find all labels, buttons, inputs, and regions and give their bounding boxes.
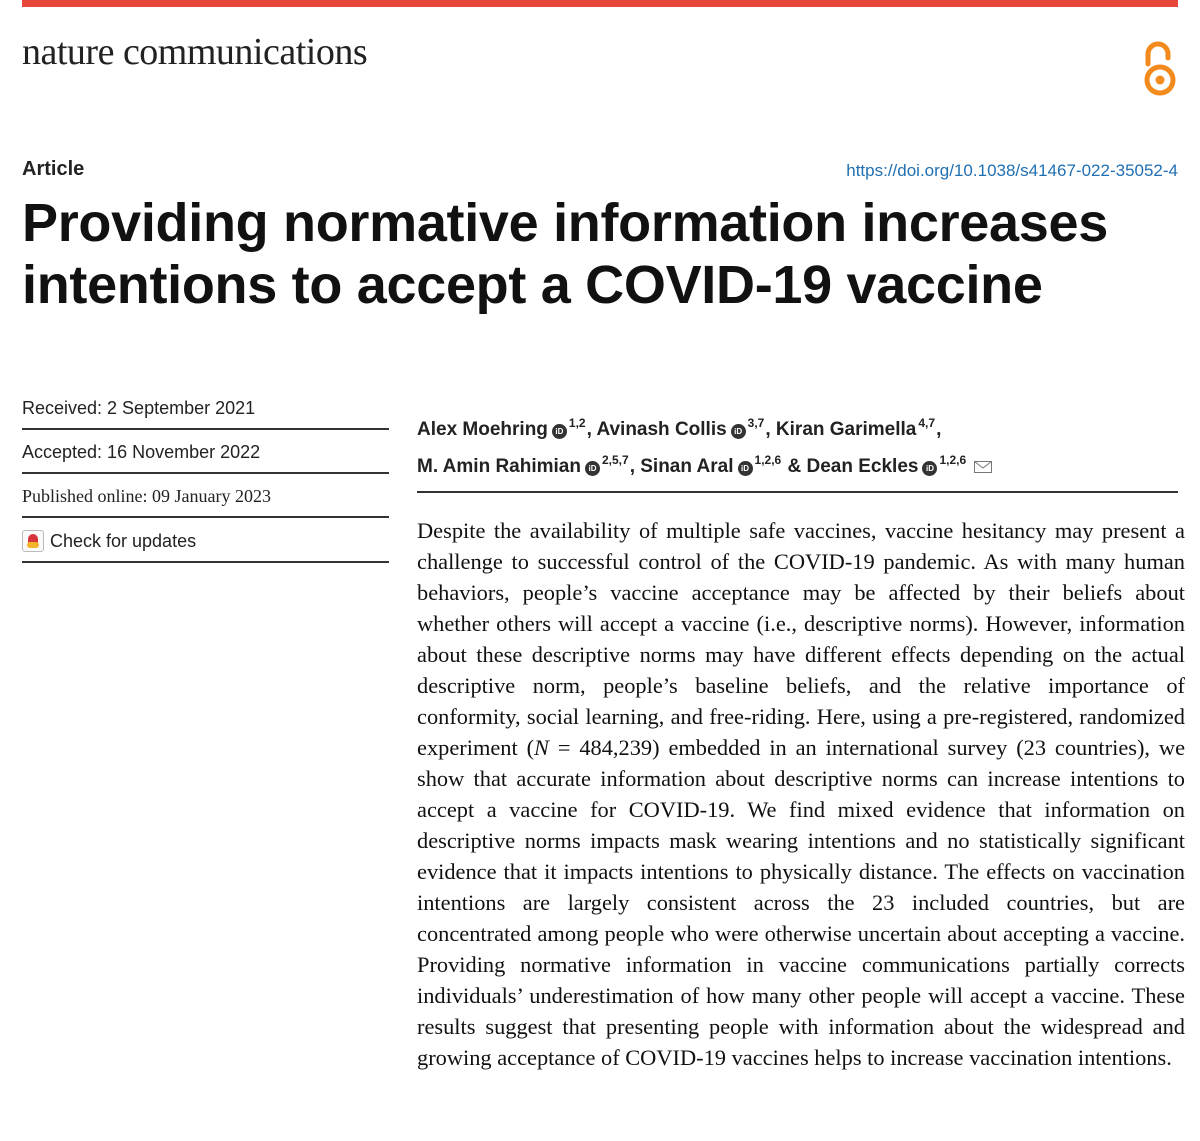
abstract-divider [417, 491, 1178, 493]
author-name[interactable]: Avinash Collis [596, 419, 727, 440]
author-name[interactable]: Dean Eckles [806, 456, 919, 477]
check-for-updates-label: Check for updates [50, 530, 197, 551]
open-access-icon [1140, 40, 1180, 98]
author-separator: , [629, 456, 641, 477]
author-affiliation: 1,2,6 [939, 453, 967, 467]
abstract-text-1: Despite the availability of multiple safe vaccines, vaccine hesitancy may present a challenge to successful control of the COVID-19 pandemic. As with many human behaviors, people’s vaccine acceptance may be affected by their beliefs about whether others will accept a vaccine (i.e., descriptive norms). However, information about these descriptive norms may have different effects depending on the actual descriptive norm, people’s baseline beliefs, and the relative importance of conformity, social learning, and free-riding. Here, using a pre-registered, randomized experiment ( [417, 518, 1185, 760]
orcid-icon[interactable]: iD [922, 461, 937, 476]
article-type: Article [22, 158, 85, 180]
abstract-text-2: ) embedded in an international survey (23 countries), we show that accurate information about descriptive norms can increase intentions to accept a vaccine for COVID-19. We find mixed evidence that information on descriptive norms impacts mask wearing intentions and no statistically significant evidence that it impacts intentions to physically distance. The effects on vaccination intentions are largely consistent across the 23 included countries, but are concentrated among people who were otherwise uncertain about accepting a vaccine. Providing normative information in vaccine communications partially corrects individuals’ underestimation of how many other people will accept a vaccine. These results suggest that presenting people with information about the widespread and growing acceptance of COVID-19 vaccines helps to increase vaccination intentions. [417, 735, 1186, 1070]
received-date: Received: 2 September 2021 [22, 398, 389, 430]
author-separator: & [782, 456, 807, 477]
email-icon[interactable] [974, 461, 992, 473]
published-date: Published online: 09 January 2023 [22, 486, 389, 518]
article-metadata [22, 398, 389, 575]
author-affiliation: 3,7 [747, 416, 765, 430]
article-title: Providing normative information increases intentions to accept a COVID-19 vaccine [22, 193, 1108, 315]
check-for-updates-button[interactable] [22, 530, 389, 563]
author [417, 453, 641, 477]
accepted-date: Accepted: 16 November 2022 [22, 442, 389, 474]
check-for-updates-icon [22, 530, 44, 552]
author [640, 453, 807, 477]
author-name[interactable]: Alex Moehring [417, 419, 548, 440]
author-affiliation: 1,2 [568, 416, 586, 430]
author-affiliation: 2,5,7 [601, 453, 629, 467]
author-name[interactable]: Sinan Aral [640, 456, 734, 477]
author-name[interactable]: Kiran Garimella [775, 419, 917, 440]
author [806, 453, 968, 477]
author [775, 416, 942, 440]
orcid-icon[interactable]: iD [731, 424, 746, 439]
journal-name[interactable]: nature communications [22, 31, 368, 73]
author-affiliation: 4,7 [918, 416, 936, 430]
author-separator: , [586, 419, 597, 440]
doi-link[interactable]: https://doi.org/10.1038/s41467-022-35052-4 [846, 161, 1178, 180]
author [596, 416, 776, 440]
orcid-icon[interactable]: iD [738, 461, 753, 476]
author-separator: , [936, 419, 942, 440]
journal-accent-bar [22, 0, 1178, 7]
author-affiliation: 1,2,6 [754, 453, 782, 467]
author-list [417, 408, 1187, 482]
author-name[interactable]: M. Amin Rahimian [417, 456, 581, 477]
abstract [417, 515, 1185, 1073]
orcid-icon[interactable]: iD [552, 424, 567, 439]
author-separator: , [765, 419, 776, 440]
sample-size-symbol: N [534, 735, 549, 760]
orcid-icon[interactable]: iD [585, 461, 600, 476]
sample-size-value: = 484,239 [548, 735, 653, 760]
author [417, 416, 597, 440]
